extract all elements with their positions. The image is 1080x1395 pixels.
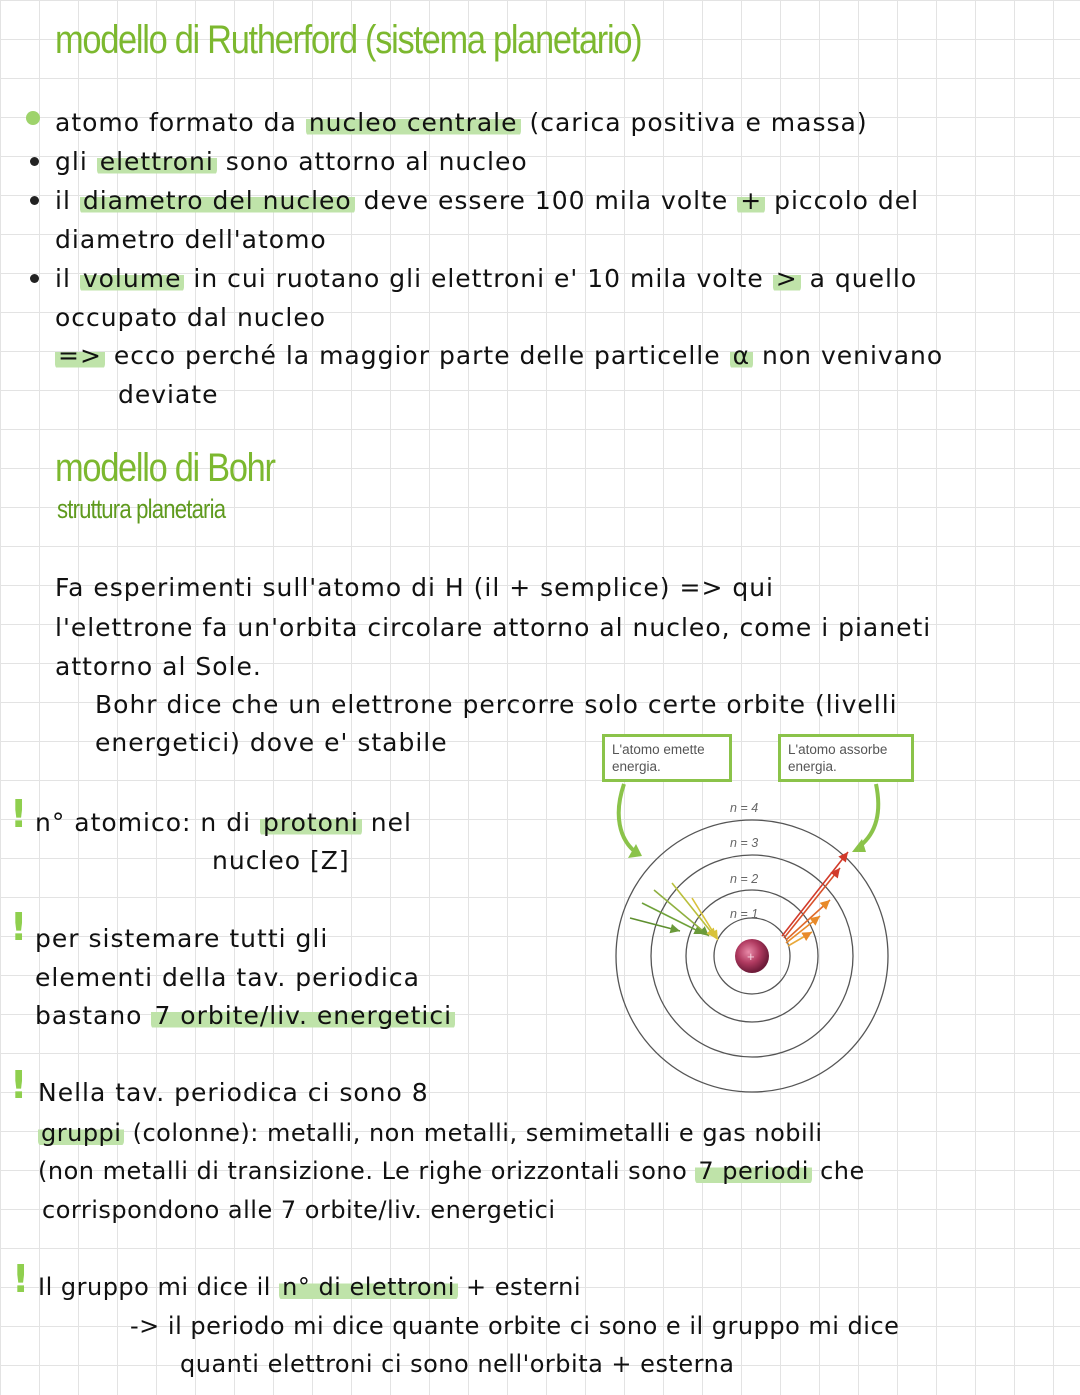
note-groups-line4: corrispondono alle 7 orbite/liv. energetici [42, 1196, 556, 1224]
level-label-n2: n = 2 [730, 872, 759, 886]
text-segment: atomo formato da [55, 108, 306, 137]
bohr-para1-line1: Fa esperimenti sull'atomo di H (il + semplice) => qui [55, 573, 774, 602]
note-atomic-number [35, 808, 412, 837]
highlight-diametro: diametro del nucleo [80, 186, 355, 215]
note-orbits-line1: per sistemare tutti gli [35, 924, 329, 953]
absorption-arrows [782, 852, 848, 946]
highlight-greater: > [773, 264, 801, 293]
bullet-dot [30, 274, 39, 283]
level-label-n1: n = 1 [730, 907, 759, 921]
text-segment: gli [55, 147, 97, 176]
absorbs-energy-label: L'atomo assorbe energia. [778, 734, 914, 782]
highlight-volume: volume [80, 264, 185, 293]
emits-energy-label: L'atomo emette energia. [602, 734, 732, 782]
highlight-elettroni: elettroni [97, 147, 217, 176]
note-orbits-line3 [35, 1001, 455, 1030]
note-group-line1 [38, 1273, 581, 1301]
highlight-protoni: protoni [260, 808, 362, 837]
highlight-n-elettroni: n° di elettroni [279, 1273, 458, 1301]
text-segment: che [811, 1157, 865, 1185]
level-label-n3: n = 3 [730, 836, 759, 850]
level-label-n4: n = 4 [730, 801, 759, 815]
text-segment: (non metalli di transizione. Le righe orizzontali sono [38, 1157, 696, 1185]
absorb-callout-arrow [860, 784, 878, 846]
rutherford-conclusion [55, 341, 943, 370]
highlight-7-periodi: 7 periodi [695, 1157, 812, 1185]
atom-svg [592, 728, 932, 1100]
note-groups-line3 [38, 1157, 865, 1185]
rutherford-bullet-3-line2: diametro dell'atomo [55, 225, 327, 254]
exclamation-mark: ! [10, 792, 28, 836]
rutherford-bullet-1 [55, 108, 868, 137]
highlight-nucleo-centrale: nucleo centrale [306, 108, 521, 137]
rutherford-bullet-3 [55, 186, 919, 215]
exclamation-mark: ! [10, 1063, 28, 1107]
bohr-para1-line2: l'elettrone fa un'orbita circolare attorno al nucleo, come i pianeti [55, 613, 932, 642]
text-segment: deve essere 100 mila volte [354, 186, 738, 215]
text-segment: il [55, 264, 80, 293]
highlight-7-orbite: 7 orbite/liv. energetici [151, 1001, 455, 1030]
note-group-line3: quanti elettroni ci sono nell'orbita + esterna [180, 1350, 735, 1378]
implies-arrow: => [55, 341, 105, 370]
bohr-para2-line2: energetici) dove e' stabile [95, 728, 448, 757]
bullet-dot [30, 196, 39, 205]
rutherford-bullet-4-line2: occupato dal nucleo [55, 303, 327, 332]
bohr-title: modello di Bohr [55, 446, 275, 490]
bohr-atom-diagram [592, 728, 932, 1100]
text-segment: in cui ruotano gli elettroni e' 10 mila volte [184, 264, 773, 293]
exclamation-mark: ! [10, 905, 28, 949]
highlight-alpha: α [730, 341, 753, 370]
text-segment: bastano [35, 1001, 152, 1030]
bohr-para2-line1: Bohr dice che un elettrone percorre solo certe orbite (livelli [95, 690, 898, 719]
text-segment: n° atomico: n di [35, 808, 260, 837]
text-segment: sono attorno al nucleo [216, 147, 528, 176]
highlight-plus: + [737, 186, 765, 215]
emit-callout-arrow [619, 784, 638, 854]
text-segment: piccolo del [765, 186, 920, 215]
text-segment: Il gruppo mi dice il [38, 1273, 280, 1301]
emission-arrow [692, 898, 718, 940]
note-group-line2: -> il periodo mi dice quante orbite ci sono e il gruppo mi dice [130, 1312, 900, 1340]
bullet-dot [26, 111, 40, 125]
note-groups-line2 [38, 1119, 823, 1147]
text-segment: nel [361, 808, 412, 837]
rutherford-title: modello di Rutherford (sistema planetario) [55, 18, 642, 62]
text-segment: (carica positiva e massa) [520, 108, 868, 137]
bohr-para1-line3: attorno al Sole. [55, 652, 262, 681]
rutherford-conclusion-line2: deviate [118, 380, 219, 409]
text-segment: ecco perché la maggior parte delle particelle [104, 341, 730, 370]
highlight-gruppi: gruppi [38, 1119, 124, 1147]
note-orbits-line2: elementi della tav. periodica [35, 963, 420, 992]
nucleus-sign: + [747, 949, 755, 964]
text-segment: a quello [800, 264, 918, 293]
note-groups-line1: Nella tav. periodica ci sono 8 [38, 1078, 429, 1107]
text-segment: (colonne): metalli, non metalli, semimetalli e gas nobili [124, 1119, 823, 1147]
text-segment: + esterni [457, 1273, 582, 1301]
note-atomic-number-line2: nucleo [Z] [212, 846, 350, 875]
absorption-arrow [782, 852, 848, 936]
bullet-dot [30, 157, 39, 166]
text-segment: il [55, 186, 80, 215]
text-segment: non venivano [753, 341, 944, 370]
bohr-subtitle: struttura planetaria [57, 494, 226, 524]
rutherford-bullet-4 [55, 264, 917, 293]
exclamation-mark: ! [12, 1257, 30, 1301]
rutherford-bullet-2 [55, 147, 528, 176]
